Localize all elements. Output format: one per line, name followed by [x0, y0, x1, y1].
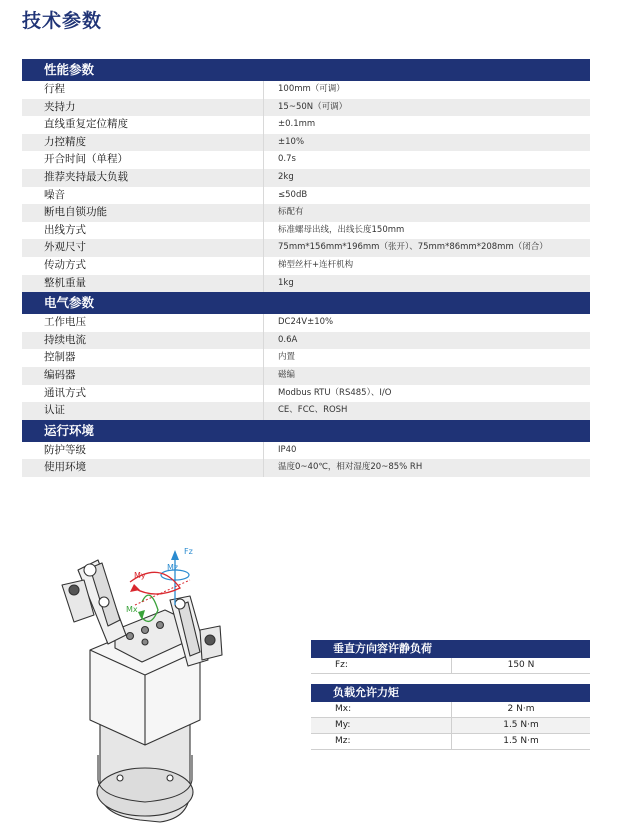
- table-row: [22, 151, 590, 169]
- table-row: [311, 658, 590, 674]
- param-value: ±10%: [263, 134, 590, 152]
- param-name: 编码器: [44, 368, 76, 381]
- param-name: 通讯方式: [44, 386, 86, 399]
- axis-label-my: My: [134, 571, 146, 580]
- load-value: 1.5 N·m: [451, 734, 590, 749]
- load-value: 1.5 N·m: [451, 718, 590, 733]
- table-row: [22, 332, 590, 350]
- table-row: [22, 349, 590, 367]
- table-row: [311, 702, 590, 718]
- load-key: My:: [335, 720, 351, 730]
- table-row: [22, 257, 590, 275]
- param-value: 2kg: [263, 169, 590, 187]
- param-value: DC24V±10%: [263, 314, 590, 332]
- table-row: [22, 116, 590, 134]
- load-table-header: 负载允许力矩: [311, 684, 590, 702]
- param-name: 行程: [44, 83, 65, 95]
- axis-label-mx: Mx: [126, 605, 138, 614]
- param-name: 开合时间（单程）: [44, 153, 128, 166]
- load-value: 150 N: [451, 658, 590, 673]
- axis-label-fz: Fz: [184, 547, 193, 556]
- param-name: 使用环境: [44, 461, 86, 474]
- param-name: 传动方式: [44, 258, 86, 271]
- table-row: [22, 275, 590, 293]
- section-performance: [22, 59, 590, 292]
- load-key: Mz:: [335, 736, 351, 746]
- table-row: [22, 314, 590, 332]
- table-row: [22, 187, 590, 205]
- param-value: Modbus RTU（RS485）、I/O: [263, 385, 590, 403]
- param-name: 工作电压: [44, 316, 86, 329]
- table-row: [22, 99, 590, 117]
- param-name: 外观尺寸: [44, 241, 86, 254]
- param-value: CE、FCC、ROSH: [263, 402, 590, 420]
- load-table-header: 垂直方向容许静负荷: [311, 640, 590, 658]
- param-value: 温度0~40℃，相对湿度20~85% RH: [263, 459, 590, 477]
- table-row: [311, 734, 590, 750]
- param-name: 持续电流: [44, 333, 86, 346]
- param-name: 出线方式: [44, 223, 86, 236]
- table-row: [22, 402, 590, 420]
- table-row: [311, 718, 590, 734]
- load-key: Mx:: [335, 704, 352, 714]
- param-value: 梯型丝杆+连杆机构: [263, 257, 590, 275]
- spec-table: [22, 59, 590, 477]
- param-name: 控制器: [44, 351, 76, 364]
- param-name: 推荐夹持最大负载: [44, 170, 128, 183]
- table-row: [22, 134, 590, 152]
- axis-label-mz: Mz: [167, 563, 179, 572]
- param-name: 力控精度: [44, 135, 86, 148]
- param-name: 认证: [44, 404, 65, 417]
- param-value: 15~50N（可调）: [263, 99, 590, 117]
- param-name: 直线重复定位精度: [44, 118, 128, 131]
- param-name: 断电自锁功能: [44, 206, 107, 219]
- section-header: 电气参数: [22, 292, 590, 314]
- section-environment: [22, 420, 590, 477]
- table-row: [22, 367, 590, 385]
- param-value: 标准螺母出线，出线长度150mm: [263, 222, 590, 240]
- table-row: [22, 459, 590, 477]
- load-table: [311, 640, 590, 750]
- table-row: [22, 385, 590, 403]
- param-name: 噪音: [44, 188, 65, 201]
- table-row: [22, 81, 590, 99]
- page-title: 技术参数: [22, 10, 103, 32]
- table-row: [22, 169, 590, 187]
- section-header: 性能参数: [22, 59, 590, 81]
- table-row: [22, 204, 590, 222]
- table-row: [22, 442, 590, 460]
- load-key: Fz:: [335, 660, 348, 670]
- table-row: [22, 222, 590, 240]
- param-value: 0.6A: [263, 332, 590, 350]
- param-value: 标配有: [263, 204, 590, 222]
- section-electrical: [22, 292, 590, 420]
- param-value: 内置: [263, 349, 590, 367]
- param-value: 磁编: [263, 367, 590, 385]
- param-value: ≤50dB: [263, 187, 590, 205]
- param-value: 100mm（可调）: [263, 81, 590, 99]
- param-name: 夹持力: [44, 100, 76, 113]
- param-value: 75mm*156mm*196mm（张开）、75mm*86mm*208mm（闭合）: [263, 239, 590, 257]
- param-value: IP40: [263, 442, 590, 460]
- section-header: 运行环境: [22, 420, 590, 442]
- gripper-illustration: [50, 540, 280, 830]
- param-value: ±0.1mm: [263, 116, 590, 134]
- param-name: 整机重量: [44, 276, 86, 289]
- param-value: 0.7s: [263, 151, 590, 169]
- param-value: 1kg: [263, 275, 590, 293]
- param-name: 防护等级: [44, 443, 86, 456]
- table-row: [22, 239, 590, 257]
- load-value: 2 N·m: [451, 702, 590, 717]
